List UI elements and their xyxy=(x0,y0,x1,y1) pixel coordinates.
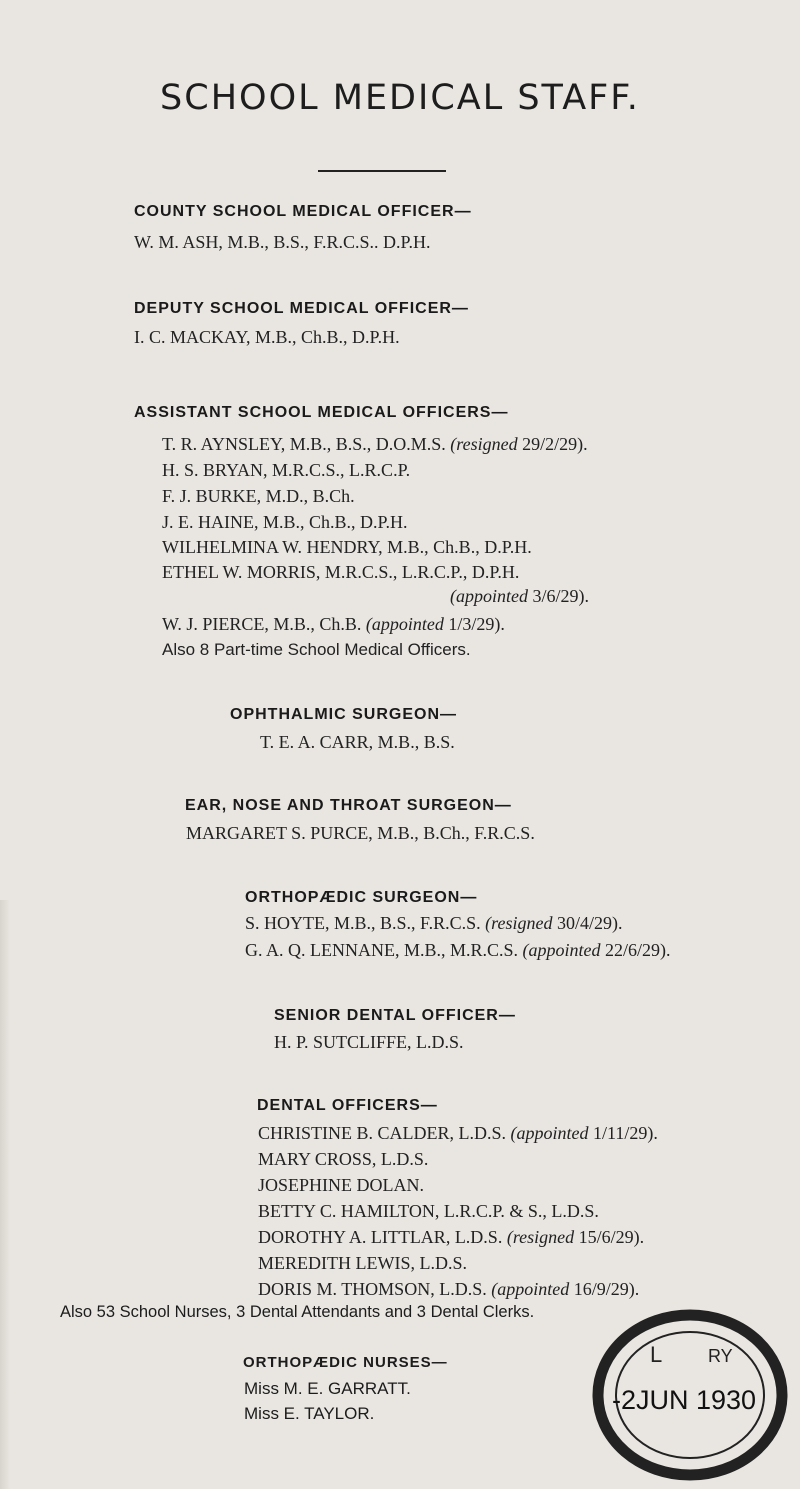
dental-officer-date: 15/6/29). xyxy=(578,1227,645,1247)
assistant-officer-entry: H. S. BRYAN, M.R.C.S., L.R.C.P. xyxy=(162,460,411,480)
officer-note: (resigned xyxy=(450,434,518,454)
assistant-officer-appointment xyxy=(450,586,589,607)
dental-officer-entry xyxy=(258,1123,658,1144)
dental-officer-date: 16/9/29). xyxy=(573,1279,640,1299)
orthopaedic-entry xyxy=(245,913,622,934)
dental-officer-note: (appointed xyxy=(510,1123,589,1143)
officer-date: 3/6/29). xyxy=(532,586,589,606)
ophthalmic-heading: OPHTHALMIC SURGEON— xyxy=(230,706,457,723)
assistant-officer-entry xyxy=(162,434,588,455)
dental-officer-date: 1/11/29). xyxy=(593,1123,658,1143)
dental-officer-note: (resigned xyxy=(506,1227,575,1247)
officer-note: (appointed xyxy=(450,586,528,606)
dental-officer-entry: BETTY C. HAMILTON, L.R.C.P. & S., L.D.S. xyxy=(258,1201,599,1221)
ent-heading: EAR, NOSE AND THROAT SURGEON— xyxy=(185,797,512,814)
orthopaedic-heading: ORTHOPÆDIC SURGEON— xyxy=(245,889,478,906)
assistant-officer-entry xyxy=(162,614,505,635)
senior-dental-name: H. P. SUTCLIFFE, L.D.S. xyxy=(274,1032,464,1052)
svg-text:RY: RY xyxy=(708,1346,733,1366)
surgeon-note: (resigned xyxy=(485,913,553,933)
assistant-officer-entry: WILHELMINA W. HENDRY, M.B., Ch.B., D.P.H. xyxy=(162,537,532,557)
deputy-officer-heading: DEPUTY SCHOOL MEDICAL OFFICER— xyxy=(134,300,469,317)
surgeon-name: S. HOYTE, M.B., B.S., F.R.C.S. xyxy=(245,913,481,933)
dental-officer-entry: MARY CROSS, L.D.S. xyxy=(258,1149,429,1169)
senior-dental-heading: SENIOR DENTAL OFFICER— xyxy=(274,1007,516,1024)
assistant-officer-entry: J. E. HAINE, M.B., Ch.B., D.P.H. xyxy=(162,512,408,532)
support-staff-note: Also 53 School Nurses, 3 Dental Attendants and 3 Dental Clerks. xyxy=(60,1303,535,1321)
page-edge-shadow xyxy=(0,900,10,1489)
dental-officers-heading: DENTAL OFFICERS— xyxy=(257,1097,438,1114)
surgeon-date: 30/4/29). xyxy=(556,913,623,933)
dental-officer-entry: JOSEPHINE DOLAN. xyxy=(258,1175,424,1195)
surgeon-note: (appointed xyxy=(522,940,601,960)
title-underline xyxy=(318,170,446,172)
ophthalmic-name: T. E. A. CARR, M.B., B.S. xyxy=(260,732,455,752)
orthopaedic-nurses-heading: ORTHOPÆDIC NURSES— xyxy=(243,1354,448,1371)
assistant-officers-heading: ASSISTANT SCHOOL MEDICAL OFFICERS— xyxy=(134,404,509,421)
officer-note: (appointed xyxy=(365,614,444,634)
ent-name: MARGARET S. PURCE, M.B., B.Ch., F.R.C.S. xyxy=(186,823,535,843)
dental-officer-entry xyxy=(258,1227,644,1248)
officer-name: W. J. PIERCE, M.B., Ch.B. xyxy=(162,614,362,634)
dental-officer-name: CHRISTINE B. CALDER, L.D.S. xyxy=(258,1123,507,1143)
officer-date: 29/2/29). xyxy=(522,434,588,454)
svg-text:L: L xyxy=(650,1342,663,1367)
nurse-entry: Miss E. TAYLOR. xyxy=(244,1404,375,1423)
assistant-officer-entry: F. J. BURKE, M.D., B.Ch. xyxy=(162,486,355,506)
deputy-officer-name: I. C. MACKAY, M.B., Ch.B., D.P.H. xyxy=(134,327,400,347)
officer-name: T. R. AYNSLEY, M.B., B.S., D.O.M.S. xyxy=(162,434,446,454)
dental-officer-name: DOROTHY A. LITTLAR, L.D.S. xyxy=(258,1227,503,1247)
dental-officer-entry: MEREDITH LEWIS, L.D.S. xyxy=(258,1253,467,1273)
dental-officer-entry xyxy=(258,1279,639,1300)
surgeon-name: G. A. Q. LENNANE, M.B., M.R.C.S. xyxy=(245,940,519,960)
assistant-officer-entry: ETHEL W. MORRIS, M.R.C.S., L.R.C.P., D.P.H. xyxy=(162,562,520,582)
page-title: SCHOOL MEDICAL STAFF. xyxy=(160,78,640,118)
officer-date: 1/3/29). xyxy=(448,614,505,634)
surgeon-date: 22/6/29). xyxy=(605,940,671,960)
nurse-entry: Miss M. E. GARRATT. xyxy=(244,1379,411,1398)
county-officer-name: W. M. ASH, M.B., B.S., F.R.C.S.. D.P.H. xyxy=(134,232,431,252)
part-time-note: Also 8 Part-time School Medical Officers. xyxy=(162,640,471,659)
county-officer-heading: COUNTY SCHOOL MEDICAL OFFICER— xyxy=(134,203,472,220)
stamp-date: -2JUN 1930 xyxy=(612,1385,757,1415)
dental-officer-note: (appointed xyxy=(491,1279,570,1299)
dental-officer-name: DORIS M. THOMSON, L.D.S. xyxy=(258,1279,487,1299)
library-date-stamp xyxy=(590,1307,790,1484)
orthopaedic-entry xyxy=(245,940,671,961)
